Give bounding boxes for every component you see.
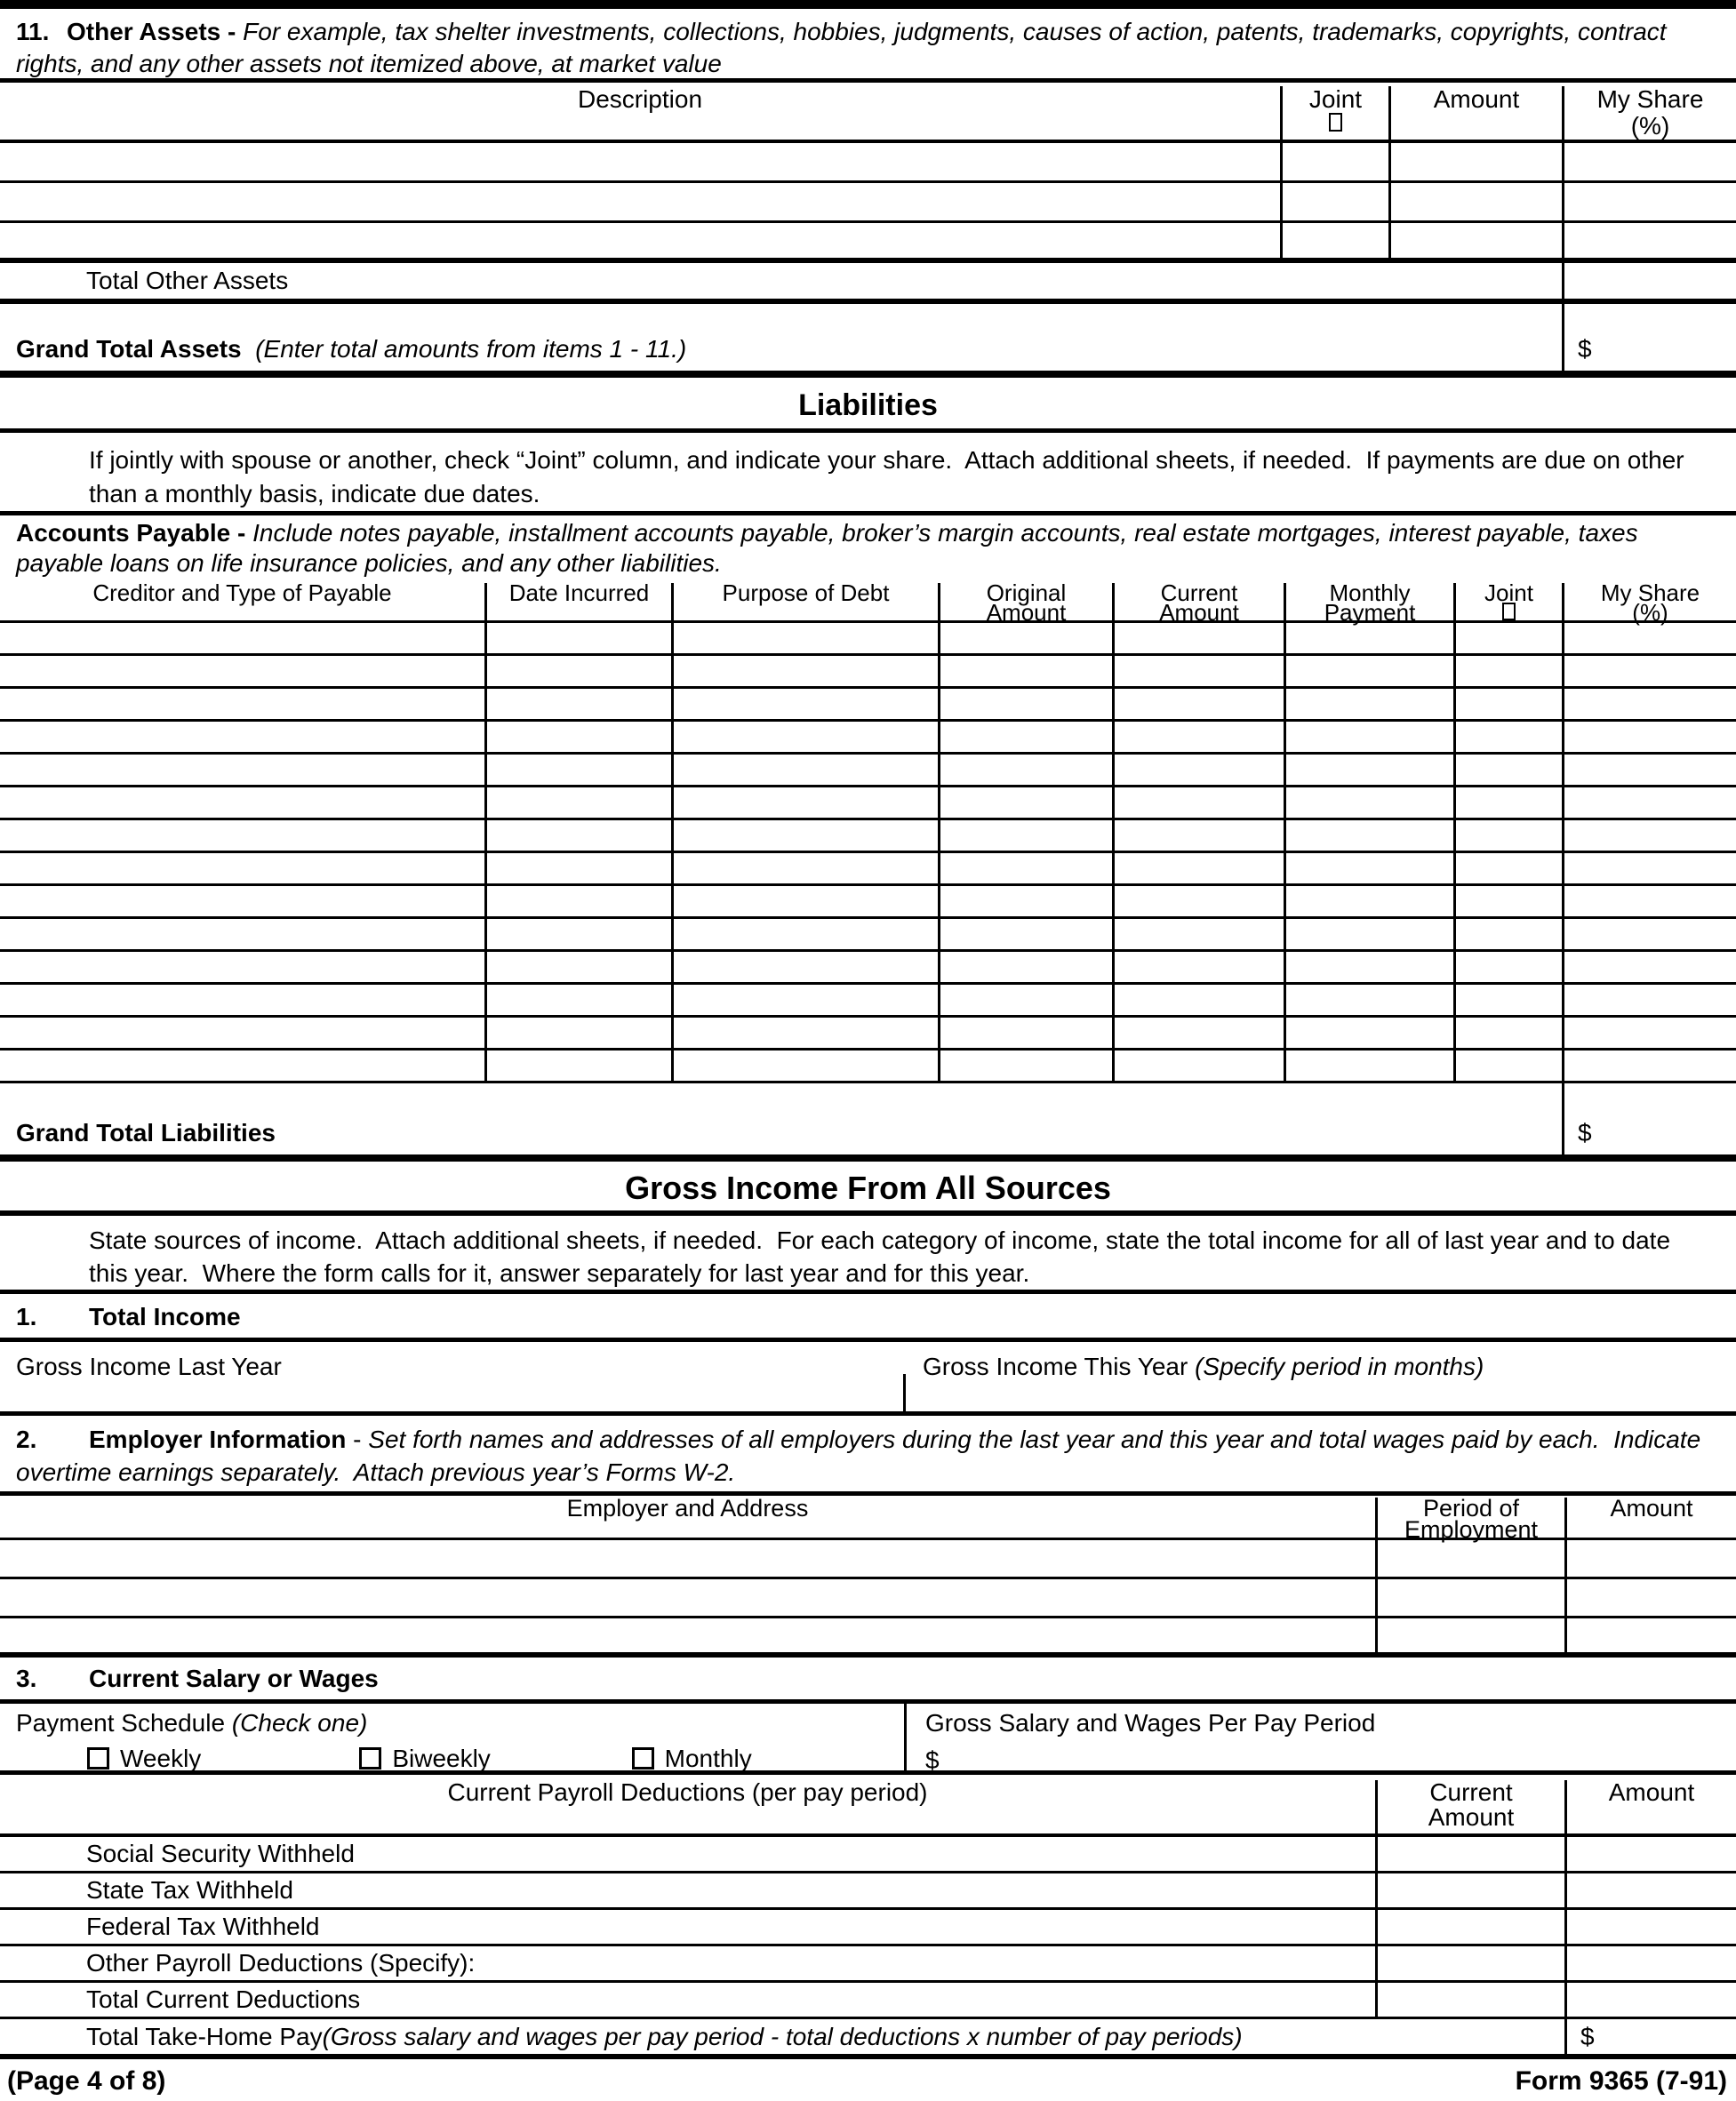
gross-salary-cell — [904, 1704, 1736, 1774]
original-amount-input-cell[interactable] — [938, 853, 1112, 883]
grand-total-assets-row — [0, 304, 1736, 378]
joint-input-cell[interactable] — [1453, 689, 1562, 719]
other-assets-header-row — [0, 78, 1736, 143]
table-row — [0, 820, 1736, 853]
my-share-input-cell[interactable] — [1562, 656, 1736, 686]
amount-input-cell[interactable] — [1388, 223, 1562, 258]
monthly-payment-input-cell[interactable] — [1284, 820, 1453, 851]
current-amount-input-cell[interactable] — [1112, 722, 1284, 752]
column-header-period: Period of Employment — [1375, 1498, 1564, 1538]
table-row — [0, 223, 1736, 263]
creditor-input-cell[interactable] — [0, 1018, 484, 1048]
column-header-employer-address: Employer and Address — [566, 1495, 809, 1522]
gross-income-heading: Gross Income From All Sources — [0, 1162, 1736, 1216]
other-assets-body — [0, 143, 1736, 263]
original-amount-input-cell[interactable] — [938, 787, 1112, 818]
monthly-payment-input-cell[interactable] — [1284, 886, 1453, 916]
purpose-input-cell[interactable] — [671, 656, 938, 686]
grand-total-assets-amount-cell[interactable] — [1562, 304, 1736, 371]
total-deductions-label: Total Current Deductions — [86, 1985, 361, 2013]
date-incurred-input-cell[interactable] — [484, 1050, 671, 1081]
date-incurred-input-cell[interactable] — [484, 755, 671, 785]
creditor-input-cell[interactable] — [0, 787, 484, 818]
dollar-sign: $ — [925, 1746, 940, 1774]
column-divider — [903, 1374, 906, 1411]
creditor-input-cell[interactable] — [0, 919, 484, 949]
original-amount-input-cell[interactable] — [938, 755, 1112, 785]
joint-input-cell[interactable] — [1280, 183, 1388, 220]
amount-input-cell[interactable] — [1564, 1983, 1736, 2017]
original-amount-input-cell[interactable] — [938, 952, 1112, 982]
column-header-creditor: Creditor and Type of Payable — [92, 579, 392, 606]
other-assets-description: For example, tax shelter investments, collections, hobbies, judgments, causes of action, patents, trademarks, copyrights, contract rights, and any other assets not itemized above, at market value — [16, 18, 1674, 77]
creditor-input-cell[interactable] — [0, 853, 484, 883]
liabilities-instructions: If jointly with spouse or another, check “Joint” column, and indicate your share. Attach additional sheets, if needed. If payments are due on other than a monthly basis, indicate due dates. — [0, 433, 1736, 515]
creditor-input-cell[interactable] — [0, 952, 484, 982]
column-header-joint — [1280, 86, 1388, 140]
current-amount-input-cell[interactable] — [1112, 755, 1284, 785]
date-incurred-input-cell[interactable] — [484, 919, 671, 949]
column-header-my-share — [1562, 86, 1736, 140]
joint-input-cell[interactable] — [1453, 755, 1562, 785]
creditor-input-cell[interactable] — [0, 656, 484, 686]
table-row — [0, 919, 1736, 952]
my-share-input-cell[interactable] — [1562, 722, 1736, 752]
monthly-payment-input-cell[interactable] — [1284, 919, 1453, 949]
grand-total-liabilities-amount-cell[interactable] — [1562, 1083, 1736, 1154]
purpose-input-cell[interactable] — [671, 755, 938, 785]
original-amount-input-cell[interactable] — [938, 722, 1112, 752]
monthly-payment-input-cell[interactable] — [1284, 1050, 1453, 1081]
column-header-original-amount: Original Amount — [938, 583, 1112, 620]
total-other-assets-amount-cell[interactable] — [1562, 263, 1736, 299]
payment-schedule-row — [0, 1704, 1736, 1775]
column-header-amount: Amount — [1564, 1498, 1736, 1538]
other-assets-table — [0, 78, 1736, 378]
current-amount-input-cell[interactable] — [1112, 853, 1284, 883]
joint-input-cell[interactable] — [1453, 787, 1562, 818]
monthly-payment-input-cell[interactable] — [1284, 853, 1453, 883]
date-incurred-input-cell[interactable] — [484, 787, 671, 818]
my-share-input-cell[interactable] — [1562, 952, 1736, 982]
current-amount-input-cell[interactable] — [1375, 1837, 1564, 1871]
monthly-option — [632, 1745, 904, 1773]
employer-body — [0, 1540, 1736, 1658]
current-amount-input-cell[interactable] — [1112, 985, 1284, 1015]
specify-period-note: (Specify period in months) — [1195, 1353, 1484, 1380]
joint-label: Joint — [1484, 579, 1533, 606]
other-assets-title: Other Assets - — [67, 18, 236, 45]
date-incurred-input-cell[interactable] — [484, 623, 671, 653]
monthly-payment-input-cell[interactable] — [1284, 952, 1453, 982]
my-share-percent-label: (%) — [1630, 112, 1670, 140]
table-row — [0, 952, 1736, 985]
gross-salary-label: Gross Salary and Wages Per Pay Period — [925, 1709, 1376, 1737]
my-share-input-cell[interactable] — [1562, 755, 1736, 785]
amount-input-cell[interactable] — [1564, 1618, 1736, 1652]
joint-input-cell[interactable] — [1453, 656, 1562, 686]
federal-tax-label: Federal Tax Withheld — [86, 1913, 320, 1940]
purpose-input-cell[interactable] — [671, 722, 938, 752]
table-row — [0, 656, 1736, 689]
table-row — [0, 143, 1736, 183]
table-row — [0, 755, 1736, 787]
employer-input-cell[interactable] — [0, 1540, 1375, 1577]
table-row — [0, 985, 1736, 1018]
total-income-row — [0, 1342, 1736, 1416]
table-row — [0, 1540, 1736, 1579]
current-amount-input-cell[interactable] — [1112, 689, 1284, 719]
current-amount-input-cell[interactable] — [1375, 1983, 1564, 2017]
payment-options — [16, 1745, 904, 1773]
table-row — [0, 722, 1736, 755]
employer-information-intro: 2. Employer Information - Set forth names and addresses of all employers during the last year and this year and total wages paid by each. Indicate overtime earnings separately. Attach previous year’s Forms W-2. — [16, 1426, 1708, 1486]
accounts-payable-intro — [0, 515, 1736, 579]
original-amount-input-cell[interactable] — [938, 1050, 1112, 1081]
original-amount-input-cell[interactable] — [938, 886, 1112, 916]
column-header-amount: Amount — [1388, 86, 1562, 140]
current-amount-input-cell[interactable] — [1112, 919, 1284, 949]
period-input-cell[interactable] — [1375, 1618, 1564, 1652]
page-number-label: (Page 4 of 8) — [7, 2066, 166, 2096]
biweekly-checkbox[interactable] — [359, 1747, 381, 1769]
total-income-title: Total Income — [89, 1303, 241, 1330]
joint-input-cell[interactable] — [1453, 952, 1562, 982]
table-row — [0, 689, 1736, 722]
description-input-cell[interactable] — [0, 223, 1280, 258]
amount-input-cell[interactable] — [1564, 1910, 1736, 1944]
table-row — [0, 1050, 1736, 1083]
period-input-cell[interactable] — [1375, 1579, 1564, 1616]
date-incurred-input-cell[interactable] — [484, 853, 671, 883]
my-share-input-cell[interactable] — [1562, 183, 1736, 220]
original-amount-input-cell[interactable] — [938, 820, 1112, 851]
joint-input-cell[interactable] — [1453, 1018, 1562, 1048]
gross-income-instructions: State sources of income. Attach additional sheets, if needed. For each category of income, state the total income for all of last year and to date this year. Where the form calls for it, answer separately for last year and for this year. — [0, 1216, 1736, 1294]
my-share-input-cell[interactable] — [1562, 223, 1736, 258]
monthly-payment-input-cell[interactable] — [1284, 1018, 1453, 1048]
joint-input-cell[interactable] — [1453, 1050, 1562, 1081]
purpose-input-cell[interactable] — [671, 919, 938, 949]
original-amount-input-cell[interactable] — [938, 623, 1112, 653]
current-amount-input-cell[interactable] — [1375, 1946, 1564, 1980]
joint-checkbox-icon — [1329, 113, 1342, 132]
employer-header-row — [0, 1491, 1736, 1543]
original-amount-input-cell[interactable] — [938, 919, 1112, 949]
current-salary-title: Current Salary or Wages — [89, 1665, 379, 1692]
creditor-input-cell[interactable] — [0, 623, 484, 653]
monthly-payment-input-cell[interactable] — [1284, 985, 1453, 1015]
deductions-header-row — [0, 1775, 1736, 1837]
joint-input-cell[interactable] — [1453, 623, 1562, 653]
date-incurred-input-cell[interactable] — [484, 689, 671, 719]
description-input-cell[interactable] — [0, 143, 1280, 180]
current-amount-input-cell[interactable] — [1375, 1910, 1564, 1944]
current-amount-input-cell[interactable] — [1112, 656, 1284, 686]
current-amount-input-cell[interactable] — [1112, 886, 1284, 916]
date-incurred-input-cell[interactable] — [484, 722, 671, 752]
joint-input-cell[interactable] — [1453, 722, 1562, 752]
date-incurred-input-cell[interactable] — [484, 820, 671, 851]
period-input-cell[interactable] — [1375, 1540, 1564, 1577]
my-share-input-cell[interactable] — [1562, 623, 1736, 653]
weekly-option — [87, 1745, 359, 1773]
liabilities-heading: Liabilities — [0, 378, 1736, 433]
date-incurred-input-cell[interactable] — [484, 656, 671, 686]
joint-input-cell[interactable] — [1453, 820, 1562, 851]
amount-input-cell[interactable] — [1564, 1579, 1736, 1616]
my-share-input-cell[interactable] — [1562, 886, 1736, 916]
monthly-payment-input-cell[interactable] — [1284, 656, 1453, 686]
joint-input-cell[interactable] — [1280, 223, 1388, 258]
state-tax-row — [0, 1873, 1736, 1910]
column-header-date-incurred: Date Incurred — [484, 583, 671, 620]
my-share-input-cell[interactable] — [1562, 689, 1736, 719]
other-deductions-row — [0, 1946, 1736, 1983]
amount-input-cell[interactable] — [1388, 183, 1562, 220]
purpose-input-cell[interactable] — [671, 623, 938, 653]
purpose-input-cell[interactable] — [671, 853, 938, 883]
joint-checkbox-icon — [1502, 603, 1516, 620]
payroll-deductions-table — [0, 1775, 1736, 2059]
total-other-assets-row — [0, 263, 1736, 304]
joint-input-cell[interactable] — [1280, 143, 1388, 180]
creditor-input-cell[interactable] — [0, 689, 484, 719]
date-incurred-input-cell[interactable] — [484, 886, 671, 916]
table-row — [0, 183, 1736, 223]
column-header-current-amount: Current Amount — [1375, 1780, 1564, 1833]
state-tax-label: State Tax Withheld — [86, 1876, 293, 1904]
payment-schedule-cell — [0, 1704, 904, 1770]
other-assets-intro — [0, 9, 1736, 78]
grand-total-liabilities-row — [0, 1083, 1736, 1162]
amount-input-cell[interactable] — [1564, 1946, 1736, 1980]
take-home-pay-label: Total Take-Home Pay (Gross salary and wages per pay period - total deductions x number of pay periods) — [86, 2022, 1243, 2050]
date-incurred-input-cell[interactable] — [484, 985, 671, 1015]
column-header-deductions: Current Payroll Deductions (per pay period) — [447, 1778, 928, 1806]
my-share-input-cell[interactable] — [1562, 853, 1736, 883]
purpose-input-cell[interactable] — [671, 1050, 938, 1081]
take-home-pay-note: (Gross salary and wages per pay period - total deductions x number of pay periods) — [322, 2022, 1243, 2050]
creditor-input-cell[interactable] — [0, 820, 484, 851]
purpose-input-cell[interactable] — [671, 1018, 938, 1048]
section-total-income: 1. Total Income — [0, 1294, 1736, 1342]
creditor-input-cell[interactable] — [0, 722, 484, 752]
check-one-note: (Check one) — [231, 1709, 368, 1737]
purpose-input-cell[interactable] — [671, 689, 938, 719]
employer-information-note: Set forth names and addresses of all employers during the last year and this year and total wages paid by each. Indicate overtime earnings separately. Attach previous year’s Forms W-2. — [16, 1426, 1708, 1486]
social-security-label: Social Security Withheld — [86, 1840, 355, 1867]
monthly-payment-input-cell[interactable] — [1284, 755, 1453, 785]
monthly-label: Monthly — [664, 1745, 752, 1772]
creditor-input-cell[interactable] — [0, 1050, 484, 1081]
original-amount-input-cell[interactable] — [938, 985, 1112, 1015]
grand-total-assets-note: (Enter total amounts from items 1 - 11.) — [255, 335, 687, 363]
employer-information-title: Employer Information — [89, 1426, 347, 1453]
table-row — [0, 853, 1736, 886]
date-incurred-input-cell[interactable] — [484, 1018, 671, 1048]
my-share-input-cell[interactable] — [1562, 919, 1736, 949]
total-other-assets-label: Total Other Assets — [86, 267, 289, 294]
accounts-payable-table — [0, 579, 1736, 1162]
social-security-row — [0, 1837, 1736, 1873]
table-row — [0, 1579, 1736, 1618]
accounts-payable-note: Include notes payable, installment accounts payable, broker’s margin accounts, real estate mortgages, interest payable, taxes payable loans on life insurance policies, and any other liabilities. — [16, 519, 1645, 577]
section-current-salary: 3. Current Salary or Wages — [0, 1658, 1736, 1704]
amount-input-cell[interactable] — [1564, 1873, 1736, 1907]
form-number-label: Form 9365 (7-91) — [1515, 2066, 1727, 2096]
column-header-description: Description — [577, 85, 703, 113]
gross-income-this-year-label: Gross Income This Year (Specify period in months) — [923, 1353, 1484, 1380]
description-input-cell[interactable] — [0, 183, 1280, 220]
creditor-input-cell[interactable] — [0, 755, 484, 785]
purpose-input-cell[interactable] — [671, 820, 938, 851]
amount-input-cell[interactable] — [1564, 1837, 1736, 1871]
grand-total-assets-label: Grand Total Assets (Enter total amounts from items 1 - 11.) — [16, 335, 687, 363]
joint-input-cell[interactable] — [1453, 886, 1562, 916]
current-amount-input-cell[interactable] — [1112, 1018, 1284, 1048]
date-incurred-input-cell[interactable] — [484, 952, 671, 982]
dollar-sign: $ — [1578, 1119, 1592, 1146]
monthly-payment-input-cell[interactable] — [1284, 722, 1453, 752]
purpose-input-cell[interactable] — [671, 886, 938, 916]
employer-input-cell[interactable] — [0, 1579, 1375, 1616]
my-share-input-cell[interactable] — [1562, 143, 1736, 180]
column-header-current-amount: Current Amount — [1112, 583, 1284, 620]
column-header-monthly-payment: Monthly Payment — [1284, 583, 1453, 620]
table-row — [0, 1618, 1736, 1658]
employer-input-cell[interactable] — [0, 1618, 1375, 1652]
purpose-input-cell[interactable] — [671, 952, 938, 982]
original-amount-input-cell[interactable] — [938, 1018, 1112, 1048]
item-number: 11. — [16, 18, 50, 45]
page-footer — [0, 2059, 1736, 2101]
purpose-input-cell[interactable] — [671, 787, 938, 818]
top-rule — [0, 0, 1736, 9]
grand-total-liabilities-label: Grand Total Liabilities — [16, 1119, 276, 1146]
purpose-input-cell[interactable] — [671, 985, 938, 1015]
column-header-purpose: Purpose of Debt — [671, 583, 938, 620]
federal-tax-row — [0, 1910, 1736, 1946]
my-share-label: My Share — [1596, 85, 1704, 113]
column-header-amount: Amount — [1564, 1780, 1736, 1833]
employer-table — [0, 1491, 1736, 1658]
joint-label: Joint — [1308, 85, 1363, 113]
weekly-checkbox[interactable] — [87, 1747, 109, 1769]
dollar-sign: $ — [1578, 335, 1592, 363]
current-amount-input-cell[interactable] — [1112, 623, 1284, 653]
current-amount-input-cell[interactable] — [1112, 787, 1284, 818]
total-deductions-row — [0, 1983, 1736, 2019]
dollar-sign: $ — [1580, 2022, 1595, 2050]
current-amount-input-cell[interactable] — [1112, 1050, 1284, 1081]
joint-input-cell[interactable] — [1453, 853, 1562, 883]
take-home-pay-amount-cell[interactable] — [1564, 2019, 1736, 2054]
accounts-payable-title: Accounts Payable - — [16, 519, 246, 547]
monthly-checkbox[interactable] — [632, 1747, 654, 1769]
accounts-payable-header-row — [0, 579, 1736, 626]
biweekly-option — [359, 1745, 631, 1773]
my-share-input-cell[interactable] — [1562, 820, 1736, 851]
weekly-label: Weekly — [120, 1745, 202, 1772]
original-amount-input-cell[interactable] — [938, 689, 1112, 719]
biweekly-label: Biweekly — [392, 1745, 491, 1772]
joint-input-cell[interactable] — [1453, 919, 1562, 949]
monthly-payment-input-cell[interactable] — [1284, 689, 1453, 719]
column-header-joint — [1453, 579, 1562, 620]
gross-income-last-year-label: Gross Income Last Year — [16, 1353, 282, 1380]
monthly-payment-input-cell[interactable] — [1284, 623, 1453, 653]
take-home-pay-row — [0, 2019, 1736, 2059]
column-header-my-share: My Share (%) — [1562, 583, 1736, 620]
amount-input-cell[interactable] — [1564, 1540, 1736, 1577]
original-amount-input-cell[interactable] — [938, 656, 1112, 686]
table-row — [0, 1018, 1736, 1050]
my-share-input-cell[interactable] — [1562, 1050, 1736, 1081]
my-share-input-cell[interactable] — [1562, 1018, 1736, 1048]
table-row — [0, 787, 1736, 820]
creditor-input-cell[interactable] — [0, 985, 484, 1015]
table-row — [0, 623, 1736, 656]
accounts-payable-body — [0, 623, 1736, 1083]
table-row — [0, 886, 1736, 919]
other-deductions-label: Other Payroll Deductions (Specify): — [86, 1949, 476, 1977]
creditor-input-cell[interactable] — [0, 886, 484, 916]
my-share-input-cell[interactable] — [1562, 787, 1736, 818]
amount-input-cell[interactable] — [1388, 143, 1562, 180]
joint-input-cell[interactable] — [1453, 985, 1562, 1015]
current-amount-input-cell[interactable] — [1112, 952, 1284, 982]
current-amount-input-cell[interactable] — [1112, 820, 1284, 851]
my-share-input-cell[interactable] — [1562, 985, 1736, 1015]
payment-schedule-label: Payment Schedule (Check one) — [16, 1709, 368, 1737]
current-amount-input-cell[interactable] — [1375, 1873, 1564, 1907]
monthly-payment-input-cell[interactable] — [1284, 787, 1453, 818]
